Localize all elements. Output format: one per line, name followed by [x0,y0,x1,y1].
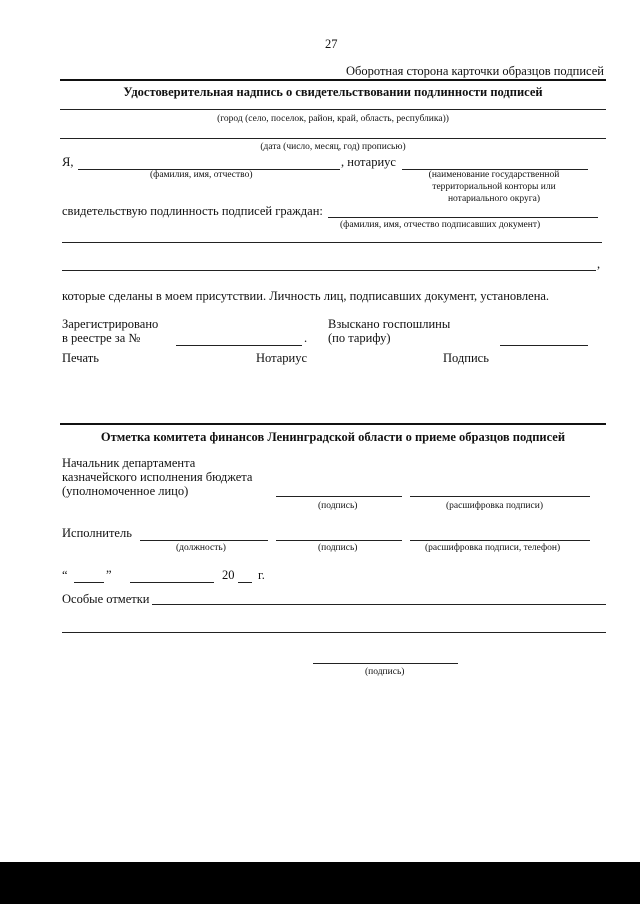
signers-line-3[interactable] [62,270,596,271]
special-marks-field[interactable] [152,590,606,605]
head-sign-hint: (подпись) [318,501,358,511]
registered-line-2: в реестре за № [62,331,141,345]
date-year-field[interactable] [238,568,252,583]
presence-text: которые сделаны в моем присутствии. Личность лиц, подписавших документ, установлена. [62,289,550,303]
city-hint: (город (село, поселок, район, край, область, республика)) [217,114,449,124]
fee-line-2: (по тарифу) [328,331,391,345]
notary-office-field[interactable] [402,155,588,170]
registered-line-1: Зарегистрировано [62,317,159,331]
seal-label: Печать [62,351,99,365]
notary-label: , нотариус [341,155,396,169]
certification-title: Удостоверительная надпись о свидетельствовании подлинности подписей [123,85,543,99]
executor-sign-hint: (подпись) [318,543,358,553]
executor-decode-field[interactable] [410,526,590,541]
signers-field[interactable] [328,203,598,218]
executor-label: Исполнитель [62,526,132,540]
date-day-field[interactable] [74,568,104,583]
date-month-field[interactable] [130,568,214,583]
notary-caption: Нотариус [256,351,308,365]
signature-caption: Подпись [443,351,489,365]
executor-signature-field[interactable] [276,526,402,541]
special-marks-line-2[interactable] [62,632,606,633]
head-decode-field[interactable] [410,482,590,497]
date-close-quote: ” [106,568,112,582]
signers-hint: (фамилия, имя, отчество подписавших документ) [340,220,541,230]
executor-position-field[interactable] [140,526,268,541]
year-prefix: 20 [222,568,235,582]
reverse-side-title: Оборотная сторона карточки образцов подписей [346,64,604,78]
office-hint-1: (наименование государственной [428,170,560,180]
registry-number-field[interactable] [176,331,302,346]
certify-text: свидетельствую подлинность подписей граждан: [62,204,323,218]
head-decode-hint: (расшифровка подписи) [446,501,543,511]
date-open-quote: “ [62,568,68,582]
notary-fio-field[interactable] [78,155,340,170]
fee-amount-field[interactable] [500,331,588,346]
signers-comma: , [597,257,601,271]
head-line-1: Начальник департамента [62,456,196,470]
header-rule [60,79,606,81]
signers-line-2[interactable] [62,242,602,243]
position-hint: (должность) [176,543,226,553]
bottom-signature-line[interactable] [313,663,458,664]
head-line-2: казначейского исполнения бюджета [62,470,253,484]
city-line[interactable] [60,109,606,110]
date-hint: (дата (число, месяц, год) прописью) [260,142,406,152]
head-line-3: (уполномоченное лицо) [62,484,189,498]
committee-rule [60,423,606,425]
ya-label: Я, [62,155,74,169]
page-number: 27 [325,37,338,51]
fio-hint: (фамилия, имя, отчество) [150,170,253,180]
registry-dot: . [304,331,308,345]
special-marks-label: Особые отметки [62,592,150,606]
decode-phone-hint: (расшифровка подписи, телефон) [425,543,561,553]
office-hint-2: территориальной конторы или [432,182,556,192]
head-signature-field[interactable] [276,482,402,497]
year-suffix: г. [258,568,265,582]
fee-line-1: Взыскано госпошлины [328,317,451,331]
committee-title: Отметка комитета финансов Ленинградской области о приеме образцов подписей [100,430,566,444]
office-hint-3: нотариального округа) [447,194,541,204]
scan-bottom-edge [0,862,640,904]
bottom-sign-hint: (подпись) [365,667,405,677]
date-line[interactable] [60,138,606,139]
